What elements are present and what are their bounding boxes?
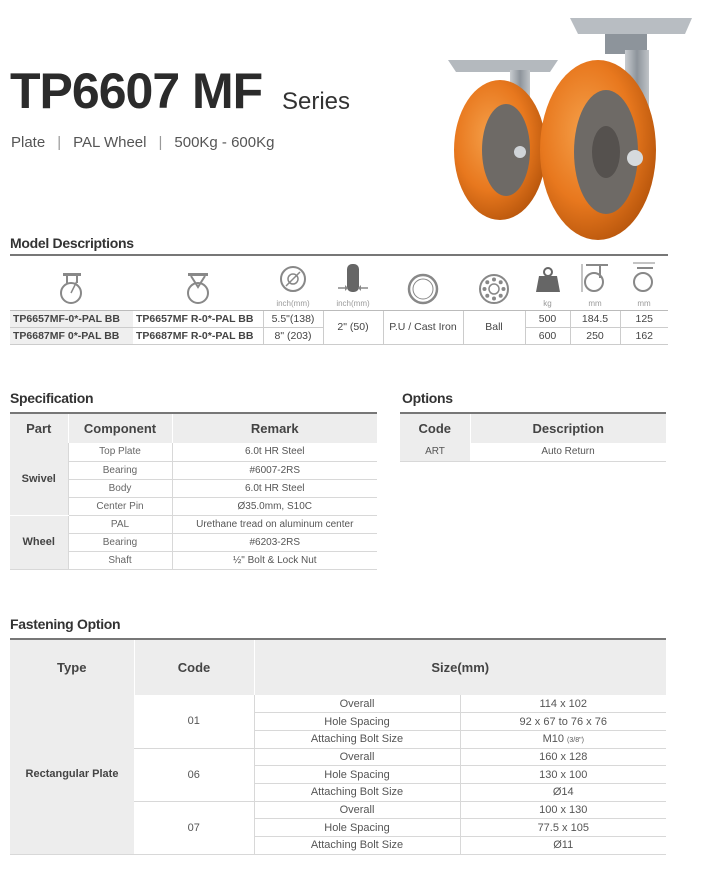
- size-label: Overall: [254, 801, 460, 819]
- spec-component: Bearing: [68, 461, 172, 479]
- width-cell: 2" (50): [323, 310, 383, 344]
- overall-height-icon: mm: [570, 256, 620, 310]
- diameter-cell: 5.5"(138): [263, 310, 323, 327]
- height-cell: 184.5: [570, 310, 620, 327]
- spec-component: Body: [68, 479, 172, 497]
- spec-remark: 6.0t HR Steel: [172, 479, 377, 497]
- size-label: Hole Spacing: [254, 819, 460, 837]
- fastening-code: 01: [134, 695, 254, 748]
- spec-header-part: Part: [10, 413, 68, 443]
- options-table: [400, 412, 666, 462]
- wheel-width-icon: inch(mm): [323, 256, 383, 310]
- size-label: Overall: [254, 748, 460, 766]
- spec-remark: 6.0t HR Steel: [172, 443, 377, 461]
- fastening-header-row: [10, 639, 666, 695]
- options-header-code: Code: [400, 413, 470, 443]
- spec-component: Center Pin: [68, 497, 172, 515]
- table-row: [10, 515, 377, 533]
- spec-header-row: [10, 413, 377, 443]
- product-title: TP6607 MF: [10, 63, 263, 119]
- subtitle-mount: Plate: [11, 134, 46, 151]
- swivel-radius-icon: mm: [620, 256, 668, 310]
- fastening-header-code: Code: [134, 639, 254, 695]
- size-value: 160 x 128: [460, 748, 666, 766]
- option-description: Auto Return: [470, 443, 666, 461]
- fastening-code: 06: [134, 748, 254, 801]
- product-subtitle: [11, 134, 274, 151]
- rigid-caster-icon: [133, 256, 263, 310]
- model-descriptions-table: [10, 256, 668, 345]
- height-cell: 250: [570, 327, 620, 344]
- subtitle-separator: |: [158, 134, 163, 151]
- spec-header-remark: Remark: [172, 413, 377, 443]
- specification-title: Specification: [10, 390, 94, 406]
- spec-remark: Ø35.0mm, S10C: [172, 497, 377, 515]
- size-label: Attaching Bolt Size: [254, 783, 460, 801]
- model-descriptions-title: Model Descriptions: [10, 235, 134, 251]
- caster-product-image: [430, 10, 700, 240]
- option-code: ART: [400, 443, 470, 461]
- radius-cell: 162: [620, 327, 668, 344]
- spec-component: Top Plate: [68, 443, 172, 461]
- icon-row: [10, 256, 668, 310]
- spec-group-wheel: Wheel: [10, 515, 68, 569]
- fastening-code: 07: [134, 801, 254, 854]
- spec-remark: ½" Bolt & Lock Nut: [172, 551, 377, 569]
- size-label: Hole Spacing: [254, 766, 460, 784]
- options-header-row: [400, 413, 666, 443]
- size-label: Hole Spacing: [254, 713, 460, 731]
- bearing-icon: [463, 256, 525, 310]
- spec-component: Shaft: [68, 551, 172, 569]
- subtitle-separator: |: [57, 134, 62, 151]
- size-value: Ø14: [460, 783, 666, 801]
- spec-component: PAL: [68, 515, 172, 533]
- options-header-description: Description: [470, 413, 666, 443]
- load-capacity-icon: kg: [525, 256, 570, 310]
- fastening-header-type: Type: [10, 639, 134, 695]
- size-label: Overall: [254, 695, 460, 713]
- swivel-caster-icon: [10, 256, 133, 310]
- load-cell: 500: [525, 310, 570, 327]
- size-value-main: M10: [542, 733, 564, 746]
- size-value: 77.5 x 105: [460, 819, 666, 837]
- size-value: 100 x 130: [460, 801, 666, 819]
- subtitle-wheel: PAL Wheel: [73, 134, 147, 151]
- table-row: [10, 695, 666, 713]
- size-value-note: (3/8"): [567, 737, 584, 745]
- fastening-table: [10, 638, 666, 855]
- options-title: Options: [402, 390, 453, 406]
- specification-table: [10, 412, 377, 570]
- rigid-model-cell: TP6657MF R-0*-PAL BB: [133, 310, 263, 327]
- size-value: 92 x 67 to 76 x 76: [460, 713, 666, 731]
- spec-group-swivel: Swivel: [10, 443, 68, 515]
- size-label: Attaching Bolt Size: [254, 730, 460, 748]
- size-value: 114 x 102: [460, 695, 666, 713]
- tread-material-icon: [383, 256, 463, 310]
- table-row: [10, 310, 668, 327]
- rigid-model-cell: TP6687MF R-0*-PAL BB: [133, 327, 263, 344]
- material-cell: P.U / Cast Iron: [383, 310, 463, 344]
- table-row: [400, 443, 666, 461]
- diameter-cell: 8" (203): [263, 327, 323, 344]
- bearing-cell: Ball: [463, 310, 525, 344]
- fastening-type: Rectangular Plate: [10, 695, 134, 854]
- size-value: Ø11: [460, 837, 666, 855]
- fastening-title: Fastening Option: [10, 616, 121, 632]
- swivel-model-cell: TP6687MF 0*-PAL BB: [10, 327, 133, 344]
- radius-cell: 125: [620, 310, 668, 327]
- fastening-header-size: Size(mm): [254, 639, 666, 695]
- size-label: Attaching Bolt Size: [254, 837, 460, 855]
- spec-component: Bearing: [68, 533, 172, 551]
- swivel-model-cell: TP6657MF-0*-PAL BB: [10, 310, 133, 327]
- product-series-label: Series: [282, 88, 351, 115]
- table-row: [10, 443, 377, 461]
- size-value: 130 x 100: [460, 766, 666, 784]
- wheel-diameter-icon: inch(mm): [263, 256, 323, 310]
- size-value: [460, 730, 666, 748]
- spec-remark: #6007-2RS: [172, 461, 377, 479]
- spec-remark: #6203-2RS: [172, 533, 377, 551]
- spec-remark: Urethane tread on aluminum center: [172, 515, 377, 533]
- spec-header-component: Component: [68, 413, 172, 443]
- load-cell: 600: [525, 327, 570, 344]
- subtitle-capacity: 500Kg - 600Kg: [174, 134, 275, 151]
